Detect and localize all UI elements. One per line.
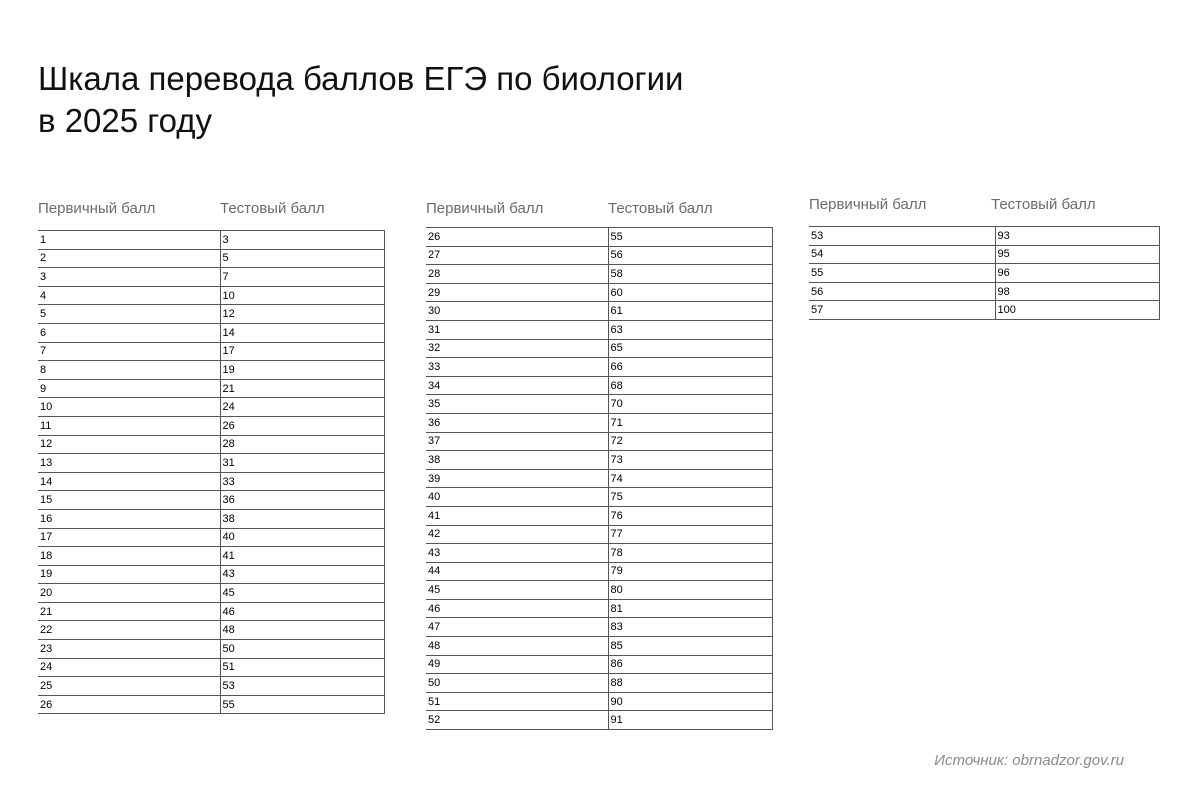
table-row bbox=[38, 565, 384, 584]
test-score-cell: 31 bbox=[220, 454, 384, 473]
table-row bbox=[426, 655, 772, 674]
header-test-score: Тестовый балл bbox=[991, 196, 1096, 213]
test-score-cell: 46 bbox=[220, 602, 384, 621]
table-row bbox=[426, 562, 772, 581]
primary-score-cell: 35 bbox=[426, 395, 608, 414]
header-primary-score: Первичный балл bbox=[809, 196, 927, 213]
primary-score-cell: 33 bbox=[426, 358, 608, 377]
test-score-cell: 36 bbox=[220, 491, 384, 510]
table-row bbox=[38, 491, 384, 510]
test-score-cell: 98 bbox=[995, 282, 1159, 301]
primary-score-cell: 55 bbox=[809, 264, 995, 283]
primary-score-cell: 4 bbox=[38, 286, 220, 305]
table-row bbox=[426, 283, 772, 302]
test-score-cell: 28 bbox=[220, 435, 384, 454]
test-score-cell: 83 bbox=[608, 618, 772, 637]
table-row bbox=[38, 286, 384, 305]
score-table-1 bbox=[38, 200, 384, 714]
test-score-cell: 91 bbox=[608, 711, 772, 730]
test-score-cell: 88 bbox=[608, 674, 772, 693]
primary-score-cell: 41 bbox=[426, 506, 608, 525]
test-score-cell: 68 bbox=[608, 376, 772, 395]
primary-score-cell: 15 bbox=[38, 491, 220, 510]
table-row bbox=[426, 246, 772, 265]
primary-score-cell: 48 bbox=[426, 637, 608, 656]
table-row bbox=[38, 547, 384, 566]
primary-score-cell: 11 bbox=[38, 416, 220, 435]
primary-score-cell: 1 bbox=[38, 231, 220, 250]
test-score-cell: 38 bbox=[220, 509, 384, 528]
test-score-cell: 5 bbox=[220, 249, 384, 268]
primary-score-cell: 52 bbox=[426, 711, 608, 730]
test-score-cell: 80 bbox=[608, 581, 772, 600]
table-row bbox=[426, 581, 772, 600]
primary-score-cell: 9 bbox=[38, 379, 220, 398]
table-row bbox=[38, 231, 384, 250]
primary-score-cell: 12 bbox=[38, 435, 220, 454]
primary-score-cell: 43 bbox=[426, 544, 608, 563]
score-table-body bbox=[38, 230, 385, 714]
page-title bbox=[38, 58, 683, 142]
primary-score-cell: 56 bbox=[809, 282, 995, 301]
primary-score-cell: 26 bbox=[426, 228, 608, 247]
table-row bbox=[38, 677, 384, 696]
table-row bbox=[426, 432, 772, 451]
test-score-cell: 17 bbox=[220, 342, 384, 361]
primary-score-cell: 28 bbox=[426, 265, 608, 284]
primary-score-cell: 27 bbox=[426, 246, 608, 265]
table-row bbox=[38, 435, 384, 454]
test-score-cell: 41 bbox=[220, 547, 384, 566]
table-row bbox=[426, 711, 772, 730]
table-row bbox=[38, 454, 384, 473]
primary-score-cell: 54 bbox=[809, 245, 995, 264]
primary-score-cell: 22 bbox=[38, 621, 220, 640]
table-row bbox=[38, 602, 384, 621]
test-score-cell: 79 bbox=[608, 562, 772, 581]
primary-score-cell: 40 bbox=[426, 488, 608, 507]
table-row bbox=[38, 621, 384, 640]
test-score-cell: 45 bbox=[220, 584, 384, 603]
table-row bbox=[426, 228, 772, 247]
test-score-cell: 96 bbox=[995, 264, 1159, 283]
table-header bbox=[426, 200, 772, 227]
primary-score-cell: 32 bbox=[426, 339, 608, 358]
test-score-cell: 85 bbox=[608, 637, 772, 656]
score-table-body bbox=[809, 226, 1160, 320]
table-row bbox=[426, 618, 772, 637]
test-score-cell: 53 bbox=[220, 677, 384, 696]
primary-score-cell: 8 bbox=[38, 361, 220, 380]
primary-score-cell: 57 bbox=[809, 301, 995, 320]
table-row bbox=[38, 695, 384, 714]
primary-score-cell: 17 bbox=[38, 528, 220, 547]
table-row bbox=[426, 692, 772, 711]
table-row bbox=[38, 268, 384, 287]
primary-score-cell: 30 bbox=[426, 302, 608, 321]
table-row bbox=[809, 301, 1159, 320]
primary-score-cell: 23 bbox=[38, 640, 220, 659]
table-row bbox=[38, 509, 384, 528]
primary-score-cell: 47 bbox=[426, 618, 608, 637]
test-score-cell: 71 bbox=[608, 413, 772, 432]
test-score-cell: 12 bbox=[220, 305, 384, 324]
test-score-cell: 55 bbox=[608, 228, 772, 247]
table-row bbox=[809, 282, 1159, 301]
test-score-cell: 78 bbox=[608, 544, 772, 563]
test-score-cell: 74 bbox=[608, 469, 772, 488]
test-score-cell: 14 bbox=[220, 323, 384, 342]
primary-score-cell: 21 bbox=[38, 602, 220, 621]
primary-score-cell: 25 bbox=[38, 677, 220, 696]
test-score-cell: 40 bbox=[220, 528, 384, 547]
primary-score-cell: 53 bbox=[809, 227, 995, 246]
test-score-cell: 19 bbox=[220, 361, 384, 380]
primary-score-cell: 24 bbox=[38, 658, 220, 677]
test-score-cell: 48 bbox=[220, 621, 384, 640]
test-score-cell: 72 bbox=[608, 432, 772, 451]
primary-score-cell: 13 bbox=[38, 454, 220, 473]
table-row bbox=[426, 525, 772, 544]
table-row bbox=[38, 249, 384, 268]
primary-score-cell: 44 bbox=[426, 562, 608, 581]
table-row bbox=[426, 376, 772, 395]
test-score-cell: 86 bbox=[608, 655, 772, 674]
table-row bbox=[38, 640, 384, 659]
primary-score-cell: 39 bbox=[426, 469, 608, 488]
test-score-cell: 66 bbox=[608, 358, 772, 377]
primary-score-cell: 5 bbox=[38, 305, 220, 324]
test-score-cell: 60 bbox=[608, 283, 772, 302]
primary-score-cell: 31 bbox=[426, 320, 608, 339]
primary-score-cell: 49 bbox=[426, 655, 608, 674]
header-primary-score: Первичный балл bbox=[38, 200, 156, 217]
table-row bbox=[426, 413, 772, 432]
table-row bbox=[809, 264, 1159, 283]
primary-score-cell: 51 bbox=[426, 692, 608, 711]
primary-score-cell: 3 bbox=[38, 268, 220, 287]
page-title-line-2: в 2025 году bbox=[38, 102, 212, 139]
test-score-cell: 77 bbox=[608, 525, 772, 544]
table-row bbox=[426, 637, 772, 656]
primary-score-cell: 10 bbox=[38, 398, 220, 417]
table-row bbox=[426, 395, 772, 414]
test-score-cell: 65 bbox=[608, 339, 772, 358]
table-row bbox=[38, 528, 384, 547]
score-table-3 bbox=[809, 196, 1159, 320]
test-score-cell: 95 bbox=[995, 245, 1159, 264]
source-note: Источник: obrnadzor.gov.ru bbox=[934, 752, 1124, 769]
table-row bbox=[426, 544, 772, 563]
table-row bbox=[426, 506, 772, 525]
table-row bbox=[38, 416, 384, 435]
test-score-cell: 3 bbox=[220, 231, 384, 250]
primary-score-cell: 46 bbox=[426, 599, 608, 618]
table-row bbox=[38, 472, 384, 491]
primary-score-cell: 18 bbox=[38, 547, 220, 566]
test-score-cell: 75 bbox=[608, 488, 772, 507]
test-score-cell: 7 bbox=[220, 268, 384, 287]
page-title-line-1: Шкала перевода баллов ЕГЭ по биологии bbox=[38, 60, 684, 97]
test-score-cell: 21 bbox=[220, 379, 384, 398]
table-row bbox=[426, 451, 772, 470]
primary-score-cell: 38 bbox=[426, 451, 608, 470]
primary-score-cell: 26 bbox=[38, 695, 220, 714]
primary-score-cell: 2 bbox=[38, 249, 220, 268]
table-row bbox=[809, 227, 1159, 246]
score-table-2 bbox=[426, 200, 772, 730]
primary-score-cell: 20 bbox=[38, 584, 220, 603]
table-row bbox=[38, 584, 384, 603]
score-table-body bbox=[426, 227, 773, 730]
header-primary-score: Первичный балл bbox=[426, 200, 544, 217]
table-row bbox=[38, 658, 384, 677]
table-row bbox=[426, 320, 772, 339]
table-row bbox=[426, 488, 772, 507]
test-score-cell: 76 bbox=[608, 506, 772, 525]
test-score-cell: 43 bbox=[220, 565, 384, 584]
test-score-cell: 24 bbox=[220, 398, 384, 417]
test-score-cell: 33 bbox=[220, 472, 384, 491]
table-row bbox=[426, 339, 772, 358]
test-score-cell: 58 bbox=[608, 265, 772, 284]
test-score-cell: 81 bbox=[608, 599, 772, 618]
test-score-cell: 93 bbox=[995, 227, 1159, 246]
table-row bbox=[426, 674, 772, 693]
primary-score-cell: 42 bbox=[426, 525, 608, 544]
test-score-cell: 26 bbox=[220, 416, 384, 435]
primary-score-cell: 19 bbox=[38, 565, 220, 584]
table-row bbox=[38, 398, 384, 417]
table-row bbox=[426, 302, 772, 321]
test-score-cell: 100 bbox=[995, 301, 1159, 320]
test-score-cell: 10 bbox=[220, 286, 384, 305]
test-score-cell: 56 bbox=[608, 246, 772, 265]
primary-score-cell: 7 bbox=[38, 342, 220, 361]
table-row bbox=[38, 323, 384, 342]
table-row bbox=[426, 358, 772, 377]
table-row bbox=[426, 599, 772, 618]
table-row bbox=[809, 245, 1159, 264]
test-score-cell: 61 bbox=[608, 302, 772, 321]
test-score-cell: 55 bbox=[220, 695, 384, 714]
table-row bbox=[426, 469, 772, 488]
table-header bbox=[809, 196, 1159, 226]
table-row bbox=[426, 265, 772, 284]
table-row bbox=[38, 379, 384, 398]
primary-score-cell: 6 bbox=[38, 323, 220, 342]
primary-score-cell: 37 bbox=[426, 432, 608, 451]
test-score-cell: 51 bbox=[220, 658, 384, 677]
test-score-cell: 70 bbox=[608, 395, 772, 414]
table-header bbox=[38, 200, 384, 230]
primary-score-cell: 14 bbox=[38, 472, 220, 491]
header-test-score: Тестовый балл bbox=[220, 200, 325, 217]
primary-score-cell: 29 bbox=[426, 283, 608, 302]
table-row bbox=[38, 305, 384, 324]
primary-score-cell: 34 bbox=[426, 376, 608, 395]
header-test-score: Тестовый балл bbox=[608, 200, 713, 217]
test-score-cell: 50 bbox=[220, 640, 384, 659]
test-score-cell: 90 bbox=[608, 692, 772, 711]
test-score-cell: 73 bbox=[608, 451, 772, 470]
test-score-cell: 63 bbox=[608, 320, 772, 339]
table-row bbox=[38, 361, 384, 380]
primary-score-cell: 45 bbox=[426, 581, 608, 600]
primary-score-cell: 16 bbox=[38, 509, 220, 528]
table-row bbox=[38, 342, 384, 361]
primary-score-cell: 50 bbox=[426, 674, 608, 693]
primary-score-cell: 36 bbox=[426, 413, 608, 432]
